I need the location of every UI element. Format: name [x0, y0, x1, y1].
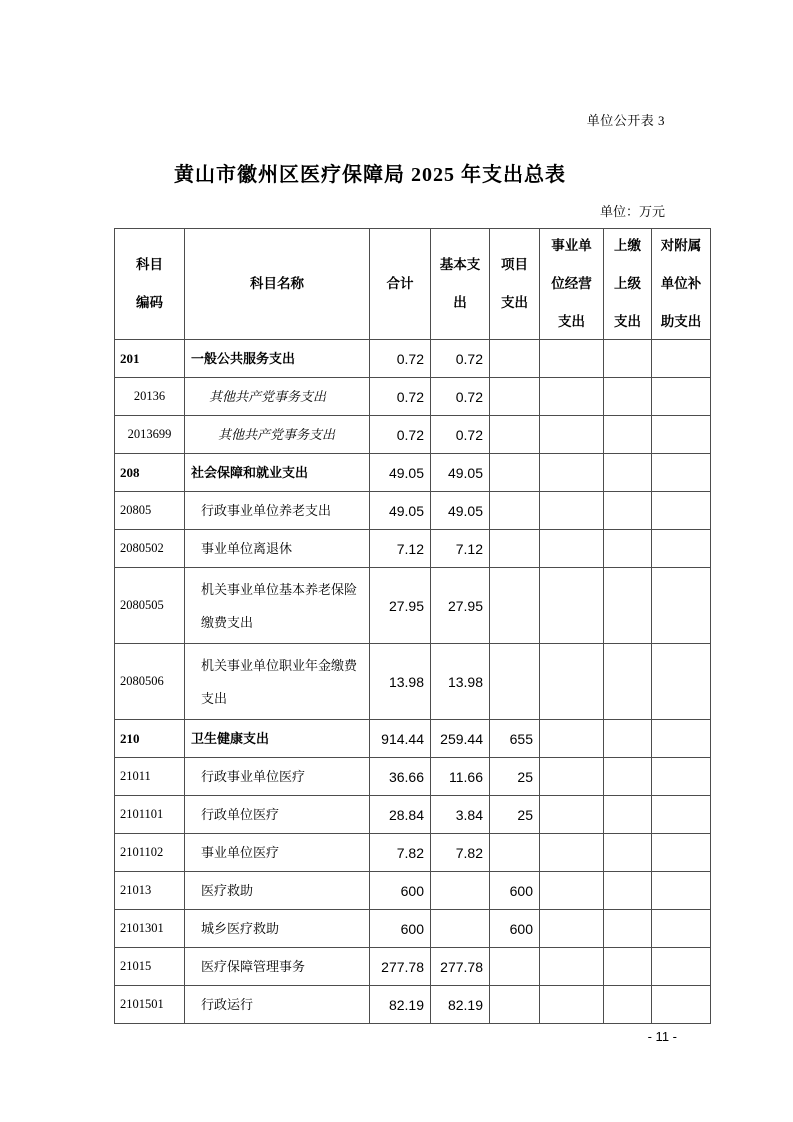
value-cell: [490, 986, 540, 1024]
value-cell: [540, 492, 604, 530]
subject-name-cell: 行政事业单位医疗: [185, 758, 370, 796]
value-cell: 0.72: [431, 340, 490, 378]
table-row: [115, 796, 711, 834]
col-header-total: 合计: [370, 229, 431, 340]
subject-code-cell: 2013699: [115, 416, 185, 454]
table-row: [115, 986, 711, 1024]
value-cell: 655: [490, 720, 540, 758]
subject-code-cell: 20805: [115, 492, 185, 530]
subject-name-cell: 城乡医疗救助: [185, 910, 370, 948]
subject-code-cell: 201: [115, 340, 185, 378]
value-cell: 0.72: [431, 416, 490, 454]
value-cell: [540, 986, 604, 1024]
value-cell: 277.78: [431, 948, 490, 986]
subject-code-cell: 21013: [115, 872, 185, 910]
value-cell: 7.12: [370, 530, 431, 568]
value-cell: [604, 416, 652, 454]
value-cell: 0.72: [370, 416, 431, 454]
value-cell: [604, 796, 652, 834]
value-cell: [652, 720, 711, 758]
subject-name-cell: 行政运行: [185, 986, 370, 1024]
value-cell: [652, 416, 711, 454]
value-cell: [490, 834, 540, 872]
value-cell: [652, 492, 711, 530]
value-cell: [652, 910, 711, 948]
value-cell: 82.19: [431, 986, 490, 1024]
value-cell: [652, 454, 711, 492]
value-cell: 0.72: [431, 378, 490, 416]
value-cell: [540, 416, 604, 454]
table-row: [115, 948, 711, 986]
subject-code-cell: 2080506: [115, 644, 185, 720]
value-cell: 49.05: [370, 454, 431, 492]
value-cell: [540, 340, 604, 378]
value-cell: 25: [490, 796, 540, 834]
value-cell: [490, 948, 540, 986]
value-cell: [652, 834, 711, 872]
subject-name-cell: 医疗保障管理事务: [185, 948, 370, 986]
col-header-subject-name: 科目名称: [185, 229, 370, 340]
value-cell: [604, 644, 652, 720]
value-cell: 13.98: [370, 644, 431, 720]
table-row: [115, 834, 711, 872]
value-cell: [431, 910, 490, 948]
value-cell: [540, 378, 604, 416]
subject-code-cell: 2101301: [115, 910, 185, 948]
value-cell: [540, 910, 604, 948]
col-header-upper-level-expenditure: 上缴 上级 支出: [604, 229, 652, 340]
value-cell: [652, 948, 711, 986]
table-row: [115, 492, 711, 530]
value-cell: 82.19: [370, 986, 431, 1024]
table-row: [115, 378, 711, 416]
expenditure-table: [114, 228, 711, 1024]
value-cell: [604, 720, 652, 758]
header-row: [115, 229, 711, 340]
subject-code-cell: 210: [115, 720, 185, 758]
value-cell: 259.44: [431, 720, 490, 758]
subject-name-cell: 事业单位离退休: [185, 530, 370, 568]
value-cell: [652, 872, 711, 910]
value-cell: [490, 644, 540, 720]
value-cell: 7.12: [431, 530, 490, 568]
value-cell: 600: [490, 872, 540, 910]
col-header-operating-expenditure: 事业单 位经营 支出: [540, 229, 604, 340]
value-cell: [604, 530, 652, 568]
value-cell: [652, 568, 711, 644]
table-row: [115, 340, 711, 378]
value-cell: [540, 796, 604, 834]
value-cell: 36.66: [370, 758, 431, 796]
value-cell: [604, 378, 652, 416]
subject-code-cell: 2101102: [115, 834, 185, 872]
value-cell: [604, 568, 652, 644]
table-row: [115, 568, 711, 644]
value-cell: [540, 568, 604, 644]
doc-label: 单位公开表 3: [586, 113, 665, 128]
value-cell: 600: [370, 872, 431, 910]
page-number: - 11 -: [647, 1029, 677, 1044]
subject-code-cell: 2101101: [115, 796, 185, 834]
subject-name-cell: 医疗救助: [185, 872, 370, 910]
subject-name-cell: 社会保障和就业支出: [185, 454, 370, 492]
value-cell: 277.78: [370, 948, 431, 986]
value-cell: [652, 378, 711, 416]
value-cell: [490, 454, 540, 492]
value-cell: [540, 530, 604, 568]
subject-name-cell: 卫生健康支出: [185, 720, 370, 758]
subject-code-cell: 21011: [115, 758, 185, 796]
value-cell: [604, 948, 652, 986]
value-cell: [604, 872, 652, 910]
value-cell: [604, 340, 652, 378]
value-cell: [490, 378, 540, 416]
table-row: [115, 910, 711, 948]
col-header-subsidy-expenditure: 对附属 单位补 助支出: [652, 229, 711, 340]
subject-name-cell: 机关事业单位职业年金缴费支出: [185, 644, 370, 720]
value-cell: 27.95: [431, 568, 490, 644]
value-cell: [652, 340, 711, 378]
subject-code-cell: 2080505: [115, 568, 185, 644]
value-cell: 3.84: [431, 796, 490, 834]
value-cell: [652, 758, 711, 796]
table-row: [115, 454, 711, 492]
subject-code-cell: 2101501: [115, 986, 185, 1024]
value-cell: [604, 492, 652, 530]
table-row: [115, 720, 711, 758]
table-header: [115, 229, 711, 340]
value-cell: [540, 454, 604, 492]
subject-name-cell: 其他共产党事务支出: [185, 378, 370, 416]
value-cell: [652, 796, 711, 834]
value-cell: [540, 872, 604, 910]
subject-name-cell: 其他共产党事务支出: [185, 416, 370, 454]
subject-name-cell: 行政单位医疗: [185, 796, 370, 834]
value-cell: [540, 948, 604, 986]
value-cell: 914.44: [370, 720, 431, 758]
value-cell: 49.05: [370, 492, 431, 530]
value-cell: 28.84: [370, 796, 431, 834]
value-cell: 27.95: [370, 568, 431, 644]
value-cell: [490, 530, 540, 568]
subject-name-cell: 事业单位医疗: [185, 834, 370, 872]
value-cell: 49.05: [431, 454, 490, 492]
value-cell: [604, 910, 652, 948]
col-header-basic-expenditure: 基本支 出: [431, 229, 490, 340]
value-cell: 600: [370, 910, 431, 948]
value-cell: [490, 492, 540, 530]
table-row: [115, 416, 711, 454]
value-cell: 11.66: [431, 758, 490, 796]
value-cell: 7.82: [370, 834, 431, 872]
table-row: [115, 758, 711, 796]
value-cell: [540, 758, 604, 796]
subject-code-cell: 21015: [115, 948, 185, 986]
value-cell: [604, 454, 652, 492]
subject-code-cell: 2080502: [115, 530, 185, 568]
value-cell: [540, 834, 604, 872]
table-body: [115, 340, 711, 1024]
subject-name-cell: 一般公共服务支出: [185, 340, 370, 378]
table-row: [115, 644, 711, 720]
value-cell: [604, 986, 652, 1024]
value-cell: [431, 872, 490, 910]
value-cell: [652, 986, 711, 1024]
value-cell: [652, 530, 711, 568]
subject-name-cell: 机关事业单位基本养老保险缴费支出: [185, 568, 370, 644]
value-cell: [604, 834, 652, 872]
table-row: [115, 872, 711, 910]
value-cell: [490, 340, 540, 378]
subject-code-cell: 20136: [115, 378, 185, 416]
subject-code-cell: 208: [115, 454, 185, 492]
value-cell: 0.72: [370, 340, 431, 378]
col-header-project-expenditure: 项目 支出: [490, 229, 540, 340]
value-cell: [604, 758, 652, 796]
page-title: 黄山市徽州区医疗保障局 2025 年支出总表: [174, 164, 566, 186]
value-cell: [540, 720, 604, 758]
value-cell: 0.72: [370, 378, 431, 416]
value-cell: [490, 568, 540, 644]
value-cell: 13.98: [431, 644, 490, 720]
value-cell: [652, 644, 711, 720]
value-cell: 600: [490, 910, 540, 948]
subject-name-cell: 行政事业单位养老支出: [185, 492, 370, 530]
value-cell: 49.05: [431, 492, 490, 530]
unit-note: 单位：万元: [599, 204, 665, 219]
col-header-subject-code: 科目 编码: [115, 229, 185, 340]
value-cell: [490, 416, 540, 454]
value-cell: [540, 644, 604, 720]
value-cell: 7.82: [431, 834, 490, 872]
table-row: [115, 530, 711, 568]
value-cell: 25: [490, 758, 540, 796]
